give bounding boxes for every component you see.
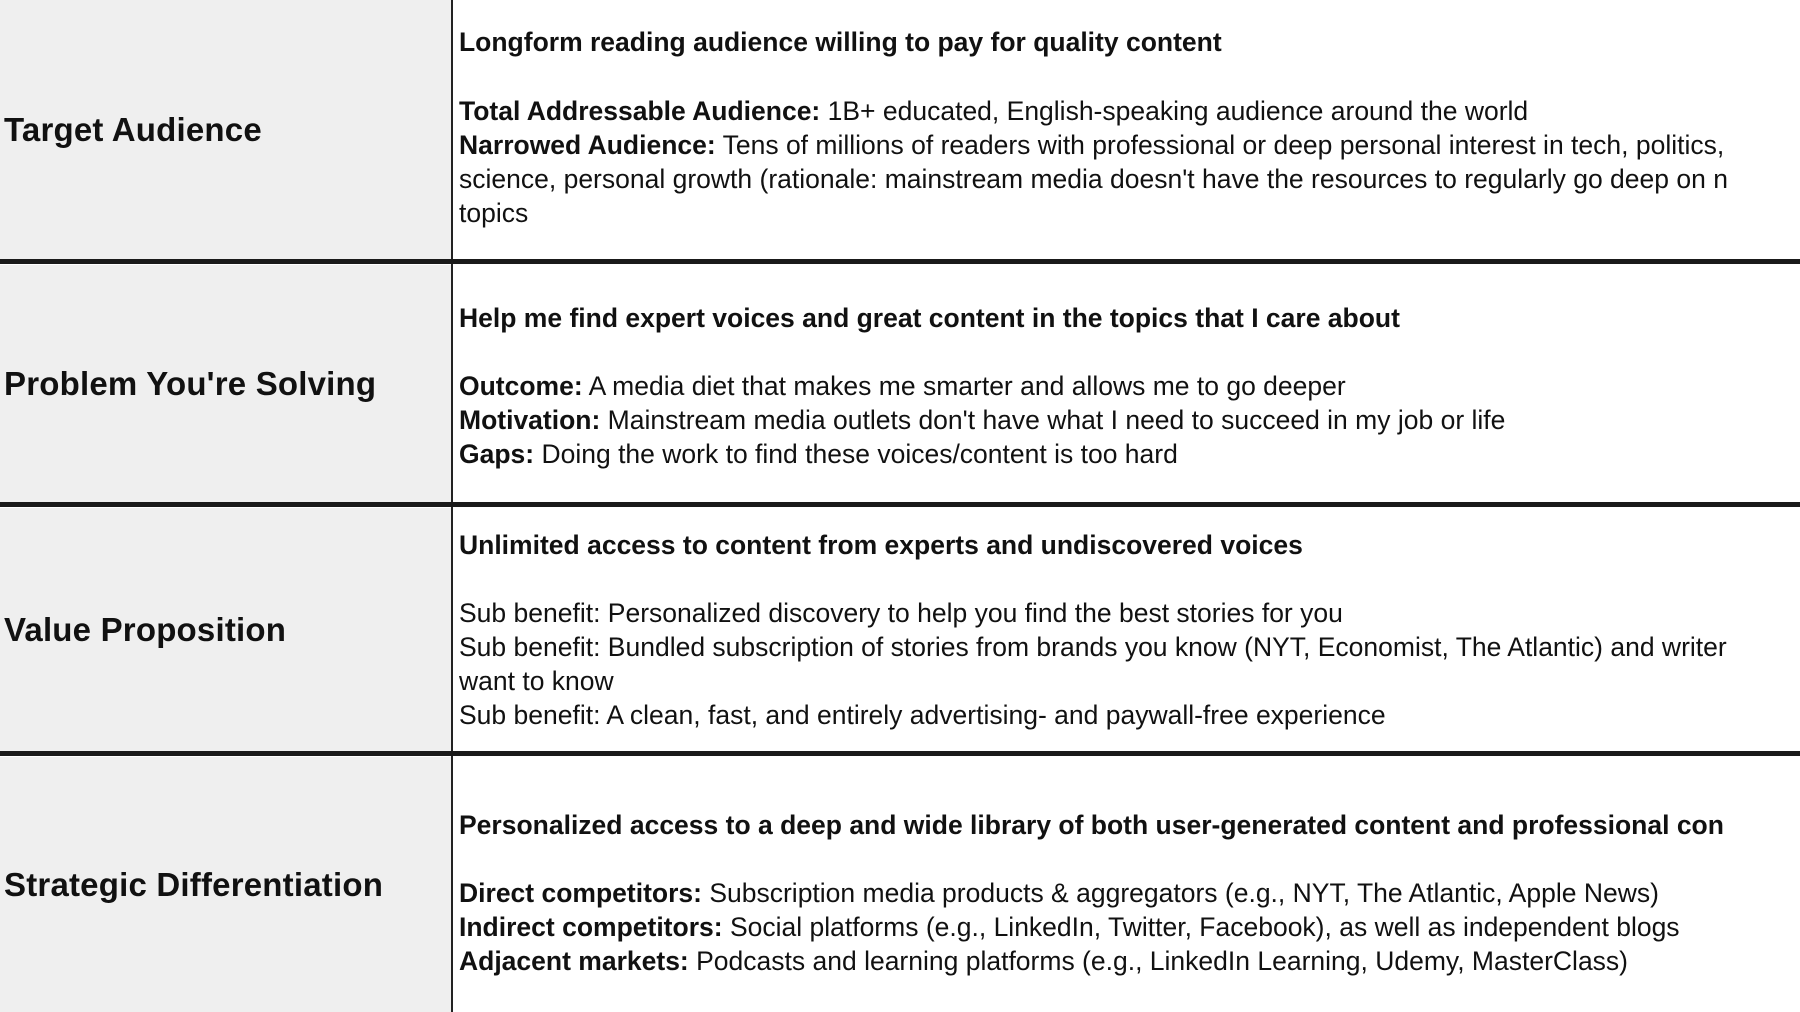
detail-line xyxy=(459,196,1728,230)
detail-line xyxy=(459,944,1680,978)
detail-line xyxy=(459,664,1727,698)
row-details xyxy=(459,876,1680,978)
row-label: Strategic Differentiation xyxy=(4,865,384,903)
table-row-problem xyxy=(0,265,1800,503)
row-headline: Unlimited access to content from experts and undiscovered voices xyxy=(459,530,1303,560)
detail-line xyxy=(459,128,1728,162)
detail-line xyxy=(459,162,1728,196)
detail-text: topics xyxy=(459,198,529,228)
detail-text: science, personal growth (rationale: mainstream media doesn't have the resources to regularly go deep on n xyxy=(459,164,1728,194)
detail-term: Gaps: xyxy=(459,439,535,469)
detail-term: Total Addressable Audience: xyxy=(459,96,821,126)
detail-text: Mainstream media outlets don't have what I need to succeed in my job or life xyxy=(600,405,1506,435)
detail-line xyxy=(459,596,1727,630)
row-details xyxy=(459,369,1505,471)
detail-term: Motivation: xyxy=(459,405,601,435)
row-content-cell xyxy=(454,265,1800,503)
row-headline: Longform reading audience willing to pay for quality content xyxy=(459,27,1222,57)
row-label-cell xyxy=(0,265,451,503)
row-details xyxy=(459,94,1728,230)
detail-text: want to know xyxy=(459,666,614,696)
row-label-cell xyxy=(0,508,451,752)
detail-text: Doing the work to find these voices/content is too hard xyxy=(534,439,1178,469)
detail-line xyxy=(459,630,1727,664)
row-headline: Help me find expert voices and great content in the topics that I care about xyxy=(459,303,1400,333)
detail-text: Social platforms (e.g., LinkedIn, Twitter, Facebook), as well as independent blogs xyxy=(722,912,1680,942)
row-label: Target Audience xyxy=(4,111,262,148)
table-row-strategic-differentiation xyxy=(0,757,1800,1012)
detail-text: 1B+ educated, English-speaking audience around the world xyxy=(820,96,1529,126)
row-details xyxy=(459,596,1727,732)
row-headline: Personalized access to a deep and wide library of both user-generated content and professional con xyxy=(459,810,1724,840)
row-divider xyxy=(0,502,1800,507)
detail-term: Direct competitors: xyxy=(459,878,702,908)
detail-line xyxy=(459,94,1728,128)
row-divider xyxy=(0,259,1800,264)
row-label: Problem You're Solving xyxy=(4,365,377,402)
row-divider xyxy=(0,751,1800,756)
detail-text: Sub benefit: Personalized discovery to help you find the best stories for you xyxy=(459,598,1343,628)
detail-text: Podcasts and learning platforms (e.g., LinkedIn Learning, Udemy, MasterClass) xyxy=(688,946,1629,976)
detail-line xyxy=(459,698,1727,732)
detail-term: Adjacent markets: xyxy=(459,946,689,976)
detail-text: Tens of millions of readers with professional or deep personal interest in tech, politics, xyxy=(715,130,1725,160)
detail-line xyxy=(459,876,1680,910)
detail-term: Indirect competitors: xyxy=(459,912,723,942)
detail-text: Sub benefit: Bundled subscription of stories from brands you know (NYT, Economist, The Atlantic) and writer xyxy=(459,632,1727,662)
detail-term: Outcome: xyxy=(459,371,583,401)
table-row-value-proposition xyxy=(0,508,1800,752)
detail-line xyxy=(459,437,1505,471)
table-row-target-audience xyxy=(0,0,1800,260)
detail-line xyxy=(459,369,1505,403)
row-label-cell xyxy=(0,757,451,1012)
detail-text: Sub benefit: A clean, fast, and entirely advertising- and paywall-free experience xyxy=(459,700,1386,730)
detail-line xyxy=(459,403,1505,437)
row-label: Value Proposition xyxy=(4,611,287,648)
detail-line xyxy=(459,910,1680,944)
row-content-cell xyxy=(454,508,1800,752)
row-label-cell xyxy=(0,0,451,260)
row-content-cell xyxy=(454,0,1800,260)
detail-text: Subscription media products & aggregators (e.g., NYT, The Atlantic, Apple News) xyxy=(701,878,1659,908)
detail-term: Narrowed Audience: xyxy=(459,130,716,160)
detail-text: A media diet that makes me smarter and allows me to go deeper xyxy=(582,371,1346,401)
row-content-cell xyxy=(454,757,1800,1012)
